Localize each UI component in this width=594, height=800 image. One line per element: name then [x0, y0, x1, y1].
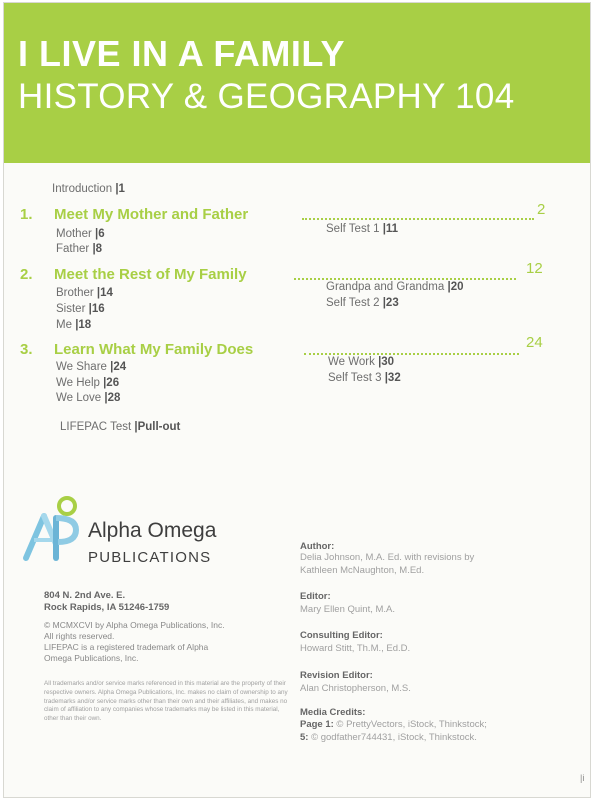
- toc-item: [56, 228, 105, 240]
- toc-item-page: |26: [103, 377, 120, 389]
- toc-item-page: |1: [115, 183, 125, 195]
- toc-item: [326, 223, 398, 235]
- consulting-editor-name: Howard Stitt, Th.M., Ed.D.: [300, 643, 411, 654]
- media-credit-label: 5:: [300, 732, 309, 743]
- toc-item-label: Self Test 1: [326, 223, 380, 235]
- toc-item: [328, 372, 401, 384]
- course-title: HISTORY & GEOGRAPHY 104: [18, 77, 515, 116]
- copyright-line: LIFEPAC is a registered trademark of Alpha: [44, 642, 209, 652]
- media-credit-text: © PrettyVectors, iStock, Thinkstock;: [333, 719, 487, 730]
- unit-title: I LIVE IN A FAMILY: [18, 33, 346, 74]
- toc-item-label: Father: [56, 243, 90, 255]
- section-2-number: 2.: [20, 266, 33, 283]
- toc-item-page: |18: [75, 319, 92, 331]
- toc-item-page: |24: [110, 361, 127, 373]
- media-credit-label: Page 1:: [300, 719, 334, 730]
- revision-editor-heading: Revision Editor:: [300, 670, 373, 681]
- toc-item: [56, 243, 102, 255]
- header-banner: [4, 3, 590, 163]
- section-1-number: 1.: [20, 206, 33, 223]
- toc-item-label: LIFEPAC Test: [60, 421, 132, 433]
- author-heading: Author:: [300, 541, 335, 552]
- media-credits-heading: Media Credits:: [300, 707, 366, 718]
- toc-item-label: We Work: [328, 356, 375, 368]
- media-credit-line: [300, 719, 487, 731]
- toc-item-label: Introduction: [52, 183, 113, 195]
- toc-item-page: |6: [95, 228, 105, 240]
- toc-item-page: |8: [92, 243, 103, 255]
- revision-editor-name: Alan Christopherson, M.S.: [300, 683, 411, 694]
- toc-item-label: Grandpa and Grandma: [326, 281, 445, 293]
- copyright-line: © MCMXCVI by Alpha Omega Publications, Inc.: [44, 620, 225, 630]
- section-2-title: Meet the Rest of My Family: [54, 266, 247, 283]
- alpha-omega-logo-icon: [22, 496, 84, 562]
- publisher-name: Alpha Omega: [88, 519, 217, 542]
- toc-item-page: |30: [378, 356, 395, 368]
- section-2-page: 12: [526, 260, 543, 277]
- toc-item-label: Mother: [56, 228, 92, 240]
- toc-item: [326, 297, 399, 309]
- address-line-2: Rock Rapids, IA 51246-1759: [44, 602, 170, 613]
- media-credit-line: [300, 732, 477, 744]
- toc-item: [56, 319, 91, 331]
- section-3-title: Learn What My Family Does: [54, 341, 254, 358]
- section-1-leader-dots: [302, 218, 534, 220]
- copyright-line: All rights reserved.: [44, 631, 115, 641]
- section-1-page: 2: [537, 201, 546, 218]
- publisher-subname: PUBLICATIONS: [88, 549, 212, 566]
- toc-item-page: |14: [96, 287, 113, 299]
- toc-item-page: |20: [447, 281, 464, 293]
- media-credit-text: © godfather744431, iStock, Thinkstock.: [308, 732, 477, 743]
- toc-item-label: Self Test 3: [328, 372, 382, 384]
- toc-item-label: Me: [56, 319, 72, 331]
- author-line: Delia Johnson, M.A. Ed. with revisions by: [300, 552, 475, 563]
- address-line-1: 804 N. 2nd Ave. E.: [44, 590, 126, 601]
- toc-item-page: |28: [104, 392, 121, 404]
- editor-heading: Editor:: [300, 591, 331, 602]
- toc-item: [328, 356, 394, 368]
- consulting-editor-heading: Consulting Editor:: [300, 630, 383, 641]
- page-number-value: i: [582, 773, 585, 783]
- trademark-disclaimer: All trademarks and/or service marks referenced in this material are the property of their respective owners. Alpha Omega Publications, Inc. makes no claim of ownership to any trademarks and/or service marks other than their own and their affiliates, and makes no claim of affiliation to any companies whose trademarks may be listed in this material, other than their own.: [44, 680, 288, 723]
- toc-item-label: Brother: [56, 287, 94, 299]
- toc-item-label: We Help: [56, 377, 100, 389]
- section-3-page: 24: [526, 334, 543, 351]
- toc-item: [56, 287, 113, 299]
- toc-item-page: |32: [384, 372, 401, 384]
- author-line: Kathleen McNaughton, M.Ed.: [300, 565, 425, 576]
- page-number: |i: [580, 773, 585, 783]
- section-2-leader-dots: [294, 278, 516, 280]
- toc-item: [56, 361, 126, 373]
- page: [3, 2, 591, 798]
- section-1-title: Meet My Mother and Father: [54, 206, 249, 223]
- toc-lifepac-test: [60, 421, 180, 433]
- toc-introduction: [52, 183, 125, 195]
- toc-item: [56, 303, 105, 315]
- toc-item-page: |11: [382, 223, 399, 235]
- toc-item-label: Self Test 2: [326, 297, 380, 309]
- toc-item: [56, 377, 119, 389]
- toc-item-page: |23: [382, 297, 399, 309]
- copyright-line: Omega Publications, Inc.: [44, 653, 139, 663]
- toc-item-page: |16: [88, 303, 105, 315]
- toc-item: [56, 392, 120, 404]
- toc-item-label: We Love: [56, 392, 102, 404]
- toc-item-label: We Share: [56, 361, 107, 373]
- toc-item-label: Sister: [56, 303, 86, 315]
- toc-item-page: |Pull-out: [134, 421, 181, 433]
- section-3-leader-dots: [304, 353, 519, 355]
- toc-item: [326, 281, 464, 293]
- editor-name: Mary Ellen Quint, M.A.: [300, 604, 396, 615]
- section-3-number: 3.: [20, 341, 33, 358]
